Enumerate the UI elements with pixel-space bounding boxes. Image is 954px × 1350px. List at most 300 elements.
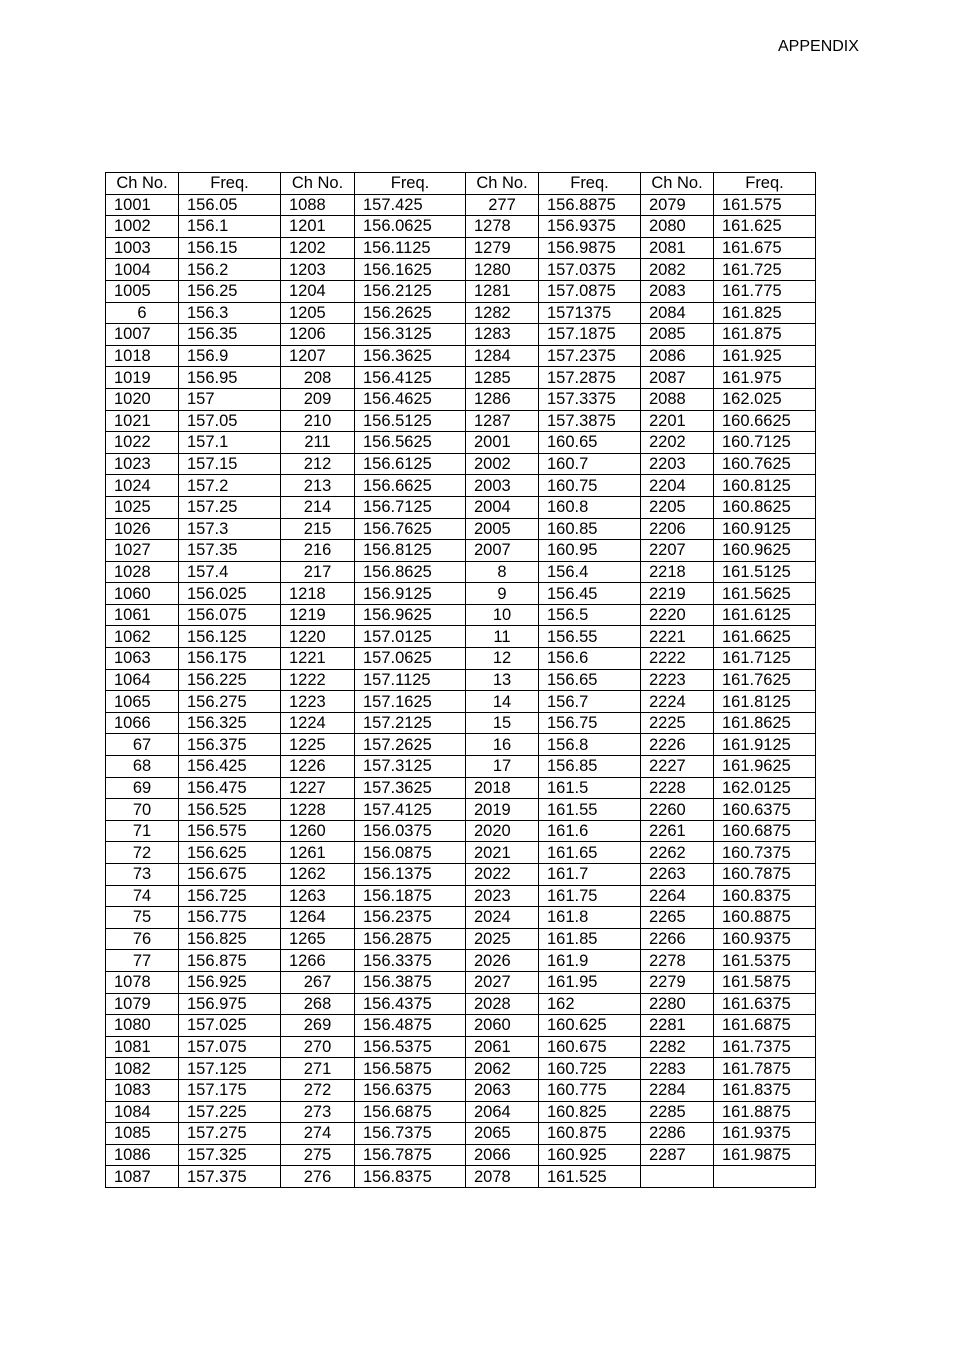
ch-no-cell: 215 [281,518,355,540]
freq-cell: 161.5375 [714,950,816,972]
ch-no-cell: 2018 [466,777,539,799]
ch-no-cell: 2027 [466,971,539,993]
freq-cell: 157.3 [179,518,281,540]
freq-cell: 157.225 [179,1101,281,1123]
freq-cell: 156.0375 [355,820,466,842]
ch-no-cell: 2220 [641,604,714,626]
table-row [106,259,816,281]
freq-cell: 156.95 [179,367,281,389]
ch-no-cell: 1060 [106,583,179,605]
freq-cell: 160.6875 [714,820,816,842]
ch-no-cell: 1265 [281,928,355,950]
ch-no-cell: 2082 [641,259,714,281]
freq-cell: 156.325 [179,712,281,734]
ch-no-cell: 2025 [466,928,539,950]
freq-cell: 160.9125 [714,518,816,540]
ch-no-cell: 2060 [466,1015,539,1037]
freq-cell: 157.0875 [539,280,641,302]
freq-cell: 156.3375 [355,950,466,972]
ch-no-cell: 9 [466,583,539,605]
ch-no-cell: 1018 [106,345,179,367]
freq-cell: 156.9125 [355,583,466,605]
freq-cell: 156.85 [539,756,641,778]
freq-cell: 157.325 [179,1144,281,1166]
ch-no-cell: 2022 [466,864,539,886]
freq-cell: 161.8625 [714,712,816,734]
freq-cell: 156.05 [179,194,281,216]
freq-cell: 160.8875 [714,907,816,929]
table-row [106,518,816,540]
table-row [106,410,816,432]
ch-no-cell: 2078 [466,1166,539,1188]
freq-cell: 157.1625 [355,691,466,713]
ch-no-cell: 67 [106,734,179,756]
freq-cell: 157.375 [179,1166,281,1188]
freq-cell: 160.7625 [714,453,816,475]
freq-cell: 160.925 [539,1144,641,1166]
freq-cell: 160.7 [539,453,641,475]
freq-cell: 160.8625 [714,496,816,518]
ch-no-cell: 1220 [281,626,355,648]
freq-cell: 156.7125 [355,496,466,518]
ch-no-cell: 2063 [466,1079,539,1101]
freq-cell: 157.4 [179,561,281,583]
ch-no-cell: 267 [281,971,355,993]
ch-no-cell: 1065 [106,691,179,713]
ch-no-cell: 2088 [641,388,714,410]
freq-cell: 157 [179,388,281,410]
ch-no-cell: 2204 [641,475,714,497]
freq-cell: 160.7375 [714,842,816,864]
ch-no-cell: 277 [466,194,539,216]
table-row [106,280,816,302]
freq-cell: 157.1125 [355,669,466,691]
ch-no-cell: 1261 [281,842,355,864]
ch-no-cell: 76 [106,928,179,950]
ch-no-cell [641,1166,714,1188]
ch-no-cell: 1224 [281,712,355,734]
freq-cell: 157.35 [179,540,281,562]
ch-no-cell: 1019 [106,367,179,389]
ch-no-cell: 2026 [466,950,539,972]
ch-no-cell: 2287 [641,1144,714,1166]
freq-cell: 161.925 [714,345,816,367]
freq-cell: 157.0125 [355,626,466,648]
freq-cell: 157.3125 [355,756,466,778]
ch-no-cell: 10 [466,604,539,626]
freq-cell: 160.725 [539,1058,641,1080]
ch-no-cell: 1081 [106,1036,179,1058]
ch-no-cell: 1218 [281,583,355,605]
table-row [106,885,816,907]
freq-cell: 156.0625 [355,216,466,238]
freq-cell: 162.025 [714,388,816,410]
ch-no-cell: 2065 [466,1123,539,1145]
freq-cell: 161.65 [539,842,641,864]
ch-no-cell: 1001 [106,194,179,216]
freq-cell: 161.8875 [714,1101,816,1123]
ch-no-cell: 1003 [106,237,179,259]
ch-no-cell: 1026 [106,518,179,540]
ch-no-cell: 2028 [466,993,539,1015]
freq-cell: 156.3 [179,302,281,324]
freq-cell: 160.875 [539,1123,641,1145]
freq-cell: 156.575 [179,820,281,842]
freq-cell: 157.0625 [355,648,466,670]
freq-cell: 156.1125 [355,237,466,259]
freq-cell: 161.9625 [714,756,816,778]
table-row [106,950,816,972]
freq-cell: 161.5125 [714,561,816,583]
freq-cell: 160.9375 [714,928,816,950]
freq-cell: 157.425 [355,194,466,216]
ch-no-cell: 2282 [641,1036,714,1058]
freq-cell: 156.275 [179,691,281,713]
freq-cell: 156.6125 [355,453,466,475]
ch-no-cell: 1206 [281,324,355,346]
table-row [106,604,816,626]
ch-no-cell: 2081 [641,237,714,259]
ch-no-cell: 272 [281,1079,355,1101]
ch-no-cell: 1028 [106,561,179,583]
ch-no-cell: 212 [281,453,355,475]
table-row [106,993,816,1015]
ch-no-cell: 217 [281,561,355,583]
freq-cell: 161.875 [714,324,816,346]
freq-cell: 156.9625 [355,604,466,626]
freq-cell: 156.6625 [355,475,466,497]
column-header-freq: Freq. [714,173,816,195]
freq-cell: 156.35 [179,324,281,346]
table-row [106,712,816,734]
freq-cell: 156.4125 [355,367,466,389]
freq-cell: 156.8 [539,734,641,756]
ch-no-cell: 2221 [641,626,714,648]
ch-no-cell: 271 [281,1058,355,1080]
ch-no-cell: 6 [106,302,179,324]
ch-no-cell: 1263 [281,885,355,907]
freq-cell: 156.4 [539,561,641,583]
ch-no-cell: 2064 [466,1101,539,1123]
freq-cell: 161.85 [539,928,641,950]
ch-no-cell: 2062 [466,1058,539,1080]
ch-no-cell: 1282 [466,302,539,324]
ch-no-cell: 2223 [641,669,714,691]
freq-cell: 156.8875 [539,194,641,216]
freq-cell: 157.175 [179,1079,281,1101]
freq-cell: 157.025 [179,1015,281,1037]
table-row [106,388,816,410]
column-header-ch-no: Ch No. [281,173,355,195]
freq-cell: 157.1 [179,432,281,454]
table-row [106,907,816,929]
freq-cell: 156.15 [179,237,281,259]
ch-no-cell: 2284 [641,1079,714,1101]
ch-no-cell: 8 [466,561,539,583]
ch-no-cell: 71 [106,820,179,842]
column-header-freq: Freq. [179,173,281,195]
freq-cell: 156.7875 [355,1144,466,1166]
freq-cell: 156.3625 [355,345,466,367]
freq-cell: 157.2125 [355,712,466,734]
ch-no-cell: 1204 [281,280,355,302]
ch-no-cell: 68 [106,756,179,778]
ch-no-cell: 73 [106,864,179,886]
ch-no-cell: 77 [106,950,179,972]
ch-no-cell: 14 [466,691,539,713]
ch-no-cell: 1203 [281,259,355,281]
table-row [106,1123,816,1145]
table-row [106,669,816,691]
freq-cell: 1571375 [539,302,641,324]
ch-no-cell: 1024 [106,475,179,497]
freq-cell: 156.725 [179,885,281,907]
ch-no-cell: 274 [281,1123,355,1145]
ch-no-cell: 1005 [106,280,179,302]
freq-cell: 161.9 [539,950,641,972]
ch-no-cell: 1286 [466,388,539,410]
freq-cell: 161.525 [539,1166,641,1188]
freq-cell: 156.9 [179,345,281,367]
freq-cell: 157.3625 [355,777,466,799]
freq-cell: 161.75 [539,885,641,907]
ch-no-cell: 1021 [106,410,179,432]
ch-no-cell: 1023 [106,453,179,475]
freq-cell: 160.8375 [714,885,816,907]
ch-no-cell: 12 [466,648,539,670]
ch-no-cell: 1280 [466,259,539,281]
ch-no-cell: 216 [281,540,355,562]
freq-cell: 156.5125 [355,410,466,432]
ch-no-cell: 2218 [641,561,714,583]
ch-no-cell: 2005 [466,518,539,540]
table-row [106,302,816,324]
ch-no-cell: 2285 [641,1101,714,1123]
freq-cell: 160.775 [539,1079,641,1101]
freq-cell: 156.4625 [355,388,466,410]
ch-no-cell: 1084 [106,1101,179,1123]
freq-cell: 162.0125 [714,777,816,799]
ch-no-cell: 1025 [106,496,179,518]
freq-cell: 157.0375 [539,259,641,281]
freq-cell: 161.9375 [714,1123,816,1145]
freq-cell: 161.7625 [714,669,816,691]
freq-cell: 156.7625 [355,518,466,540]
ch-no-cell: 2021 [466,842,539,864]
ch-no-cell: 273 [281,1101,355,1123]
ch-no-cell: 2279 [641,971,714,993]
freq-cell: 160.8125 [714,475,816,497]
freq-cell: 161.6375 [714,993,816,1015]
freq-cell: 156.4375 [355,993,466,1015]
ch-no-cell: 1219 [281,604,355,626]
ch-no-cell: 270 [281,1036,355,1058]
ch-no-cell: 214 [281,496,355,518]
freq-cell: 161.6875 [714,1015,816,1037]
ch-no-cell: 15 [466,712,539,734]
freq-cell: 161.5 [539,777,641,799]
ch-no-cell: 75 [106,907,179,929]
ch-no-cell: 1279 [466,237,539,259]
ch-no-cell: 1223 [281,691,355,713]
ch-no-cell: 2024 [466,907,539,929]
ch-no-cell: 2226 [641,734,714,756]
table-row [106,1058,816,1080]
ch-no-cell: 2219 [641,583,714,605]
freq-cell: 156.65 [539,669,641,691]
freq-cell: 161.7 [539,864,641,886]
freq-cell: 156.6375 [355,1079,466,1101]
ch-no-cell: 1063 [106,648,179,670]
ch-no-cell: 2203 [641,453,714,475]
ch-no-cell: 16 [466,734,539,756]
ch-no-cell: 1078 [106,971,179,993]
table-row [106,820,816,842]
ch-no-cell: 2002 [466,453,539,475]
freq-cell: 161.9125 [714,734,816,756]
freq-cell: 156.5875 [355,1058,466,1080]
freq-cell: 161.6625 [714,626,816,648]
ch-no-cell: 2286 [641,1123,714,1145]
ch-no-cell: 2281 [641,1015,714,1037]
freq-cell: 156.225 [179,669,281,691]
ch-no-cell: 1287 [466,410,539,432]
ch-no-cell: 2264 [641,885,714,907]
freq-cell: 157.125 [179,1058,281,1080]
ch-no-cell: 2023 [466,885,539,907]
ch-no-cell: 2227 [641,756,714,778]
freq-cell: 156.5 [539,604,641,626]
freq-cell: 156.525 [179,799,281,821]
freq-cell: 156.475 [179,777,281,799]
freq-cell: 156.425 [179,756,281,778]
freq-cell: 156.5625 [355,432,466,454]
freq-cell: 160.65 [539,432,641,454]
freq-cell: 161.675 [714,237,816,259]
ch-no-cell: 72 [106,842,179,864]
freq-cell: 160.75 [539,475,641,497]
freq-cell: 156.125 [179,626,281,648]
freq-cell [714,1166,816,1188]
table-row [106,777,816,799]
ch-no-cell: 2205 [641,496,714,518]
freq-cell: 161.7375 [714,1036,816,1058]
ch-no-cell: 1283 [466,324,539,346]
ch-no-cell: 1264 [281,907,355,929]
freq-cell: 161.725 [714,259,816,281]
freq-cell: 156.775 [179,907,281,929]
freq-cell: 156.875 [179,950,281,972]
ch-no-cell: 2061 [466,1036,539,1058]
freq-cell: 161.5875 [714,971,816,993]
column-header-freq: Freq. [355,173,466,195]
freq-cell: 157.075 [179,1036,281,1058]
table-row [106,971,816,993]
ch-no-cell: 2201 [641,410,714,432]
ch-no-cell: 1222 [281,669,355,691]
ch-no-cell: 1225 [281,734,355,756]
ch-no-cell: 74 [106,885,179,907]
ch-no-cell: 1262 [281,864,355,886]
ch-no-cell: 208 [281,367,355,389]
freq-cell: 160.6625 [714,410,816,432]
ch-no-cell: 2278 [641,950,714,972]
freq-cell: 157.2875 [539,367,641,389]
freq-cell: 161.9875 [714,1144,816,1166]
freq-cell: 156.9875 [539,237,641,259]
table-row [106,561,816,583]
freq-cell: 160.675 [539,1036,641,1058]
ch-no-cell: 1088 [281,194,355,216]
ch-no-cell: 2262 [641,842,714,864]
ch-no-cell: 1202 [281,237,355,259]
ch-no-cell: 69 [106,777,179,799]
table-row [106,842,816,864]
ch-no-cell: 210 [281,410,355,432]
ch-no-cell: 275 [281,1144,355,1166]
ch-no-cell: 2079 [641,194,714,216]
ch-no-cell: 2086 [641,345,714,367]
freq-cell: 156.625 [179,842,281,864]
ch-no-cell: 2020 [466,820,539,842]
table-row [106,194,816,216]
freq-cell: 161.6125 [714,604,816,626]
ch-no-cell: 269 [281,1015,355,1037]
ch-no-cell: 1207 [281,345,355,367]
ch-no-cell: 1221 [281,648,355,670]
table-row [106,1036,816,1058]
column-header-freq: Freq. [539,173,641,195]
ch-no-cell: 2283 [641,1058,714,1080]
table-row [106,734,816,756]
ch-no-cell: 2206 [641,518,714,540]
ch-no-cell: 276 [281,1166,355,1188]
freq-cell: 160.625 [539,1015,641,1037]
ch-no-cell: 1007 [106,324,179,346]
ch-no-cell: 211 [281,432,355,454]
freq-cell: 161.625 [714,216,816,238]
table-row [106,496,816,518]
ch-no-cell: 1266 [281,950,355,972]
column-header-ch-no: Ch No. [466,173,539,195]
ch-no-cell: 2261 [641,820,714,842]
freq-cell: 156.45 [539,583,641,605]
freq-cell: 156.075 [179,604,281,626]
ch-no-cell: 1227 [281,777,355,799]
freq-cell: 157.15 [179,453,281,475]
ch-no-cell: 213 [281,475,355,497]
table-row [106,216,816,238]
ch-no-cell: 2202 [641,432,714,454]
page-header: APPENDIX [778,38,859,55]
freq-cell: 156.3875 [355,971,466,993]
ch-no-cell: 11 [466,626,539,648]
table-row [106,1079,816,1101]
ch-no-cell: 1062 [106,626,179,648]
ch-no-cell: 2207 [641,540,714,562]
freq-cell: 156.7375 [355,1123,466,1145]
freq-cell: 156.1625 [355,259,466,281]
freq-cell: 162 [539,993,641,1015]
freq-cell: 157.4125 [355,799,466,821]
ch-no-cell: 2080 [641,216,714,238]
freq-cell: 160.9625 [714,540,816,562]
ch-no-cell: 2003 [466,475,539,497]
freq-cell: 157.05 [179,410,281,432]
ch-no-cell: 1027 [106,540,179,562]
freq-cell: 160.8 [539,496,641,518]
table-row [106,367,816,389]
